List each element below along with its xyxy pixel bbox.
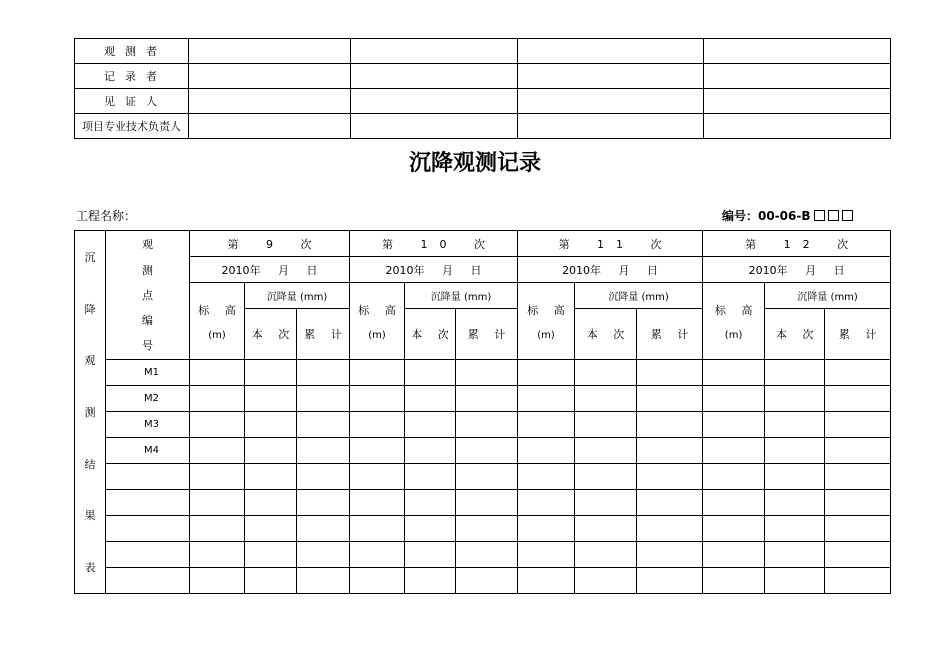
elevation-label: 标 高 (527, 303, 571, 317)
measurement-cell[interactable] (575, 568, 637, 594)
measurement-cell[interactable] (825, 386, 891, 412)
document-number (722, 207, 853, 224)
observation-date: 2010年 月 日 (703, 257, 891, 283)
point-id-cell: M2 (106, 386, 190, 412)
measurement-cell[interactable] (765, 516, 825, 542)
signature-cell[interactable] (189, 39, 351, 64)
observation-date: 2010年 月 日 (350, 257, 518, 283)
signature-row (75, 114, 891, 139)
measurement-cell[interactable] (575, 516, 637, 542)
elevation-unit: (m) (208, 329, 226, 341)
measurement-cell[interactable] (765, 386, 825, 412)
header-row-date (75, 257, 891, 283)
checkbox-icon[interactable] (842, 210, 853, 221)
signature-table (74, 38, 891, 139)
measurement-cell[interactable] (245, 464, 297, 490)
measurement-cell[interactable] (637, 412, 703, 438)
measurement-cell[interactable] (456, 516, 518, 542)
measurement-cell[interactable] (825, 464, 891, 490)
elevation-header (190, 283, 245, 360)
elevation-label: 标 高 (198, 303, 242, 317)
signature-cell[interactable] (189, 64, 351, 89)
measurement-cell[interactable] (518, 568, 575, 594)
sidebar-char: 果 (84, 509, 96, 523)
measurement-cell[interactable] (637, 490, 703, 516)
measurement-cell[interactable] (350, 464, 405, 490)
measurement-cell[interactable] (703, 360, 765, 386)
measurement-cell[interactable] (637, 464, 703, 490)
measurement-cell[interactable] (350, 568, 405, 594)
sidebar-char: 观 (84, 354, 96, 368)
measurement-cell[interactable] (575, 464, 637, 490)
measurement-cell[interactable] (456, 464, 518, 490)
measurement-cell[interactable] (825, 438, 891, 464)
sidebar-title (75, 231, 106, 594)
settlement-header: 沉降量 (mm) (405, 283, 518, 309)
table-row (75, 464, 891, 490)
project-name-label: 工程名称： (76, 209, 137, 223)
measurement-cell[interactable] (297, 464, 350, 490)
measurement-cell[interactable] (518, 360, 575, 386)
signature-cell[interactable] (351, 39, 518, 64)
measurement-cell[interactable] (190, 386, 245, 412)
point-id-cell (106, 516, 190, 542)
measurement-cell[interactable] (518, 542, 575, 568)
table-row (75, 568, 891, 594)
point-id-cell: M3 (106, 412, 190, 438)
measurement-cell[interactable] (190, 568, 245, 594)
measurement-cell[interactable] (245, 360, 297, 386)
table-row (75, 516, 891, 542)
elevation-unit: (m) (368, 329, 386, 341)
point-id-cell (106, 490, 190, 516)
point-column-label: 点 (142, 289, 153, 303)
measurement-cell[interactable] (245, 542, 297, 568)
measurement-cell[interactable] (637, 438, 703, 464)
measurement-cell[interactable] (350, 412, 405, 438)
sidebar-char: 表 (84, 561, 96, 575)
point-id-cell: M1 (106, 360, 190, 386)
measurement-cell[interactable] (456, 412, 518, 438)
measurement-cell[interactable] (825, 360, 891, 386)
measurement-cell[interactable] (575, 542, 637, 568)
signature-role: 记录者 (75, 64, 189, 89)
measurement-cell[interactable] (245, 516, 297, 542)
measurement-cell[interactable] (575, 360, 637, 386)
elevation-header (703, 283, 765, 360)
measurement-cell[interactable] (765, 360, 825, 386)
measurement-cell[interactable] (190, 360, 245, 386)
measurement-cell[interactable] (825, 542, 891, 568)
measurement-cell[interactable] (575, 490, 637, 516)
elevation-header (518, 283, 575, 360)
signature-role: 观测者 (75, 39, 189, 64)
measurement-cell[interactable] (518, 490, 575, 516)
checkbox-icon[interactable] (828, 210, 839, 221)
measurement-cell[interactable] (456, 438, 518, 464)
elevation-header (350, 283, 405, 360)
observation-seq: 第 11 次 (518, 231, 703, 257)
signature-role: 见证人 (75, 89, 189, 114)
measurement-cell[interactable] (245, 386, 297, 412)
measurement-cell[interactable] (637, 360, 703, 386)
signature-cell[interactable] (351, 114, 518, 139)
measurement-cell[interactable] (405, 516, 456, 542)
settlement-header: 沉降量 (mm) (575, 283, 703, 309)
this-time-header: 本 次 (245, 309, 297, 360)
table-row (75, 438, 891, 464)
measurement-cell[interactable] (637, 516, 703, 542)
measurement-cell[interactable] (518, 412, 575, 438)
settlement-header: 沉降量 (mm) (245, 283, 350, 309)
signature-row (75, 39, 891, 64)
measurement-cell[interactable] (405, 386, 456, 412)
measurement-cell[interactable] (350, 438, 405, 464)
measurement-cell[interactable] (405, 360, 456, 386)
measurement-cell[interactable] (350, 542, 405, 568)
measurement-cell[interactable] (703, 464, 765, 490)
measurement-cell[interactable] (350, 490, 405, 516)
observation-seq: 第 9 次 (190, 231, 350, 257)
point-column-label: 号 (142, 339, 153, 353)
signature-cell[interactable] (518, 89, 704, 114)
table-row (75, 386, 891, 412)
cumulative-header: 累 计 (297, 309, 350, 360)
measurement-cell[interactable] (703, 438, 765, 464)
this-time-header: 本 次 (575, 309, 637, 360)
sidebar-char: 沉 (84, 250, 96, 264)
signature-cell[interactable] (189, 89, 351, 114)
settlement-header: 沉降量 (mm) (765, 283, 891, 309)
measurement-cell[interactable] (456, 568, 518, 594)
measurement-cell[interactable] (703, 490, 765, 516)
observation-date: 2010年 月 日 (190, 257, 350, 283)
cumulative-header: 累 计 (456, 309, 518, 360)
measurement-cell[interactable] (190, 542, 245, 568)
point-column-label: 测 (106, 257, 190, 283)
point-id-cell (106, 568, 190, 594)
signature-row (75, 64, 891, 89)
header-row-labels (75, 283, 891, 309)
table-row (75, 490, 891, 516)
measurement-cell[interactable] (245, 412, 297, 438)
signature-role: 项目专业技术负责人 (75, 114, 189, 139)
signature-cell[interactable] (351, 64, 518, 89)
measurement-cell[interactable] (518, 438, 575, 464)
signature-cell[interactable] (189, 114, 351, 139)
measurement-cell[interactable] (518, 386, 575, 412)
measurement-cell[interactable] (350, 516, 405, 542)
measurement-cell[interactable] (456, 360, 518, 386)
table-row (75, 542, 891, 568)
elevation-label: 标 高 (358, 303, 402, 317)
point-id-cell: M4 (106, 438, 190, 464)
measurement-cell[interactable] (405, 568, 456, 594)
measurement-cell[interactable] (190, 516, 245, 542)
observation-seq: 第 10 次 (350, 231, 518, 257)
measurement-cell[interactable] (297, 490, 350, 516)
signature-cell[interactable] (518, 114, 704, 139)
measurement-cell[interactable] (765, 412, 825, 438)
measurement-cell[interactable] (405, 542, 456, 568)
measurement-cell[interactable] (637, 568, 703, 594)
point-column-label: 编 (142, 314, 153, 328)
this-time-header: 本 次 (765, 309, 825, 360)
measurement-cell[interactable] (190, 412, 245, 438)
signature-cell[interactable] (351, 89, 518, 114)
measurement-cell[interactable] (703, 412, 765, 438)
measurement-cell[interactable] (456, 542, 518, 568)
measurement-cell[interactable] (190, 438, 245, 464)
signature-cell[interactable] (704, 114, 891, 139)
measurement-cell[interactable] (297, 360, 350, 386)
cumulative-header: 累 计 (825, 309, 891, 360)
document-number-text: 编号：00-06-B (722, 209, 811, 223)
signature-cell[interactable] (518, 39, 704, 64)
signature-cell[interactable] (704, 89, 891, 114)
measurement-cell[interactable] (350, 386, 405, 412)
document-title: 沉降观测记录 (408, 151, 541, 176)
cumulative-header: 累 计 (637, 309, 703, 360)
measurement-cell[interactable] (765, 490, 825, 516)
point-id-cell (106, 464, 190, 490)
table-row (75, 412, 891, 438)
measurement-cell[interactable] (456, 490, 518, 516)
sidebar-char: 结 (84, 457, 96, 471)
measurement-cell[interactable] (765, 464, 825, 490)
sidebar-char: 测 (84, 405, 96, 419)
measurement-cell[interactable] (297, 542, 350, 568)
measurement-cell[interactable] (575, 386, 637, 412)
measurement-cell[interactable] (518, 464, 575, 490)
point-id-cell (106, 542, 190, 568)
measurement-cell[interactable] (825, 490, 891, 516)
measurement-cell[interactable] (575, 438, 637, 464)
measurement-cell[interactable] (703, 568, 765, 594)
point-column-label-stack (106, 283, 190, 360)
measurement-cell[interactable] (703, 516, 765, 542)
measurement-cell[interactable] (297, 568, 350, 594)
measurement-cell[interactable] (405, 490, 456, 516)
measurement-cell[interactable] (297, 516, 350, 542)
signature-cell[interactable] (518, 64, 704, 89)
checkbox-icon[interactable] (814, 210, 825, 221)
measurement-cell[interactable] (703, 386, 765, 412)
measurement-cell[interactable] (637, 542, 703, 568)
elevation-label: 标 高 (714, 303, 759, 317)
measurement-cell[interactable] (405, 438, 456, 464)
signature-row (75, 89, 891, 114)
measurement-cell[interactable] (637, 386, 703, 412)
measurement-cell[interactable] (190, 464, 245, 490)
measurement-cell[interactable] (405, 464, 456, 490)
observation-date: 2010年 月 日 (518, 257, 703, 283)
measurement-cell[interactable] (190, 490, 245, 516)
measurement-cell[interactable] (245, 568, 297, 594)
measurement-cell[interactable] (703, 542, 765, 568)
signature-cell[interactable] (704, 39, 891, 64)
measurement-cell[interactable] (405, 412, 456, 438)
measurement-cell[interactable] (765, 568, 825, 594)
measurement-cell[interactable] (245, 438, 297, 464)
header-row-seq (75, 231, 891, 257)
settlement-table (74, 230, 891, 594)
measurement-cell[interactable] (297, 438, 350, 464)
observation-seq: 第 12 次 (703, 231, 891, 257)
measurement-cell[interactable] (297, 386, 350, 412)
measurement-cell[interactable] (456, 386, 518, 412)
this-time-header: 本 次 (405, 309, 456, 360)
point-column-label: 观 (106, 231, 190, 257)
elevation-unit: (m) (724, 329, 743, 341)
measurement-cell[interactable] (765, 438, 825, 464)
elevation-unit: (m) (537, 329, 555, 341)
measurement-cell[interactable] (825, 516, 891, 542)
sidebar-char: 降 (84, 302, 96, 316)
signature-cell[interactable] (704, 64, 891, 89)
measurement-cell[interactable] (518, 516, 575, 542)
measurement-cell[interactable] (825, 568, 891, 594)
measurement-cell[interactable] (350, 360, 405, 386)
measurement-cell[interactable] (765, 542, 825, 568)
measurement-cell[interactable] (825, 412, 891, 438)
table-row (75, 360, 891, 386)
measurement-cell[interactable] (297, 412, 350, 438)
measurement-cell[interactable] (245, 490, 297, 516)
measurement-cell[interactable] (575, 412, 637, 438)
